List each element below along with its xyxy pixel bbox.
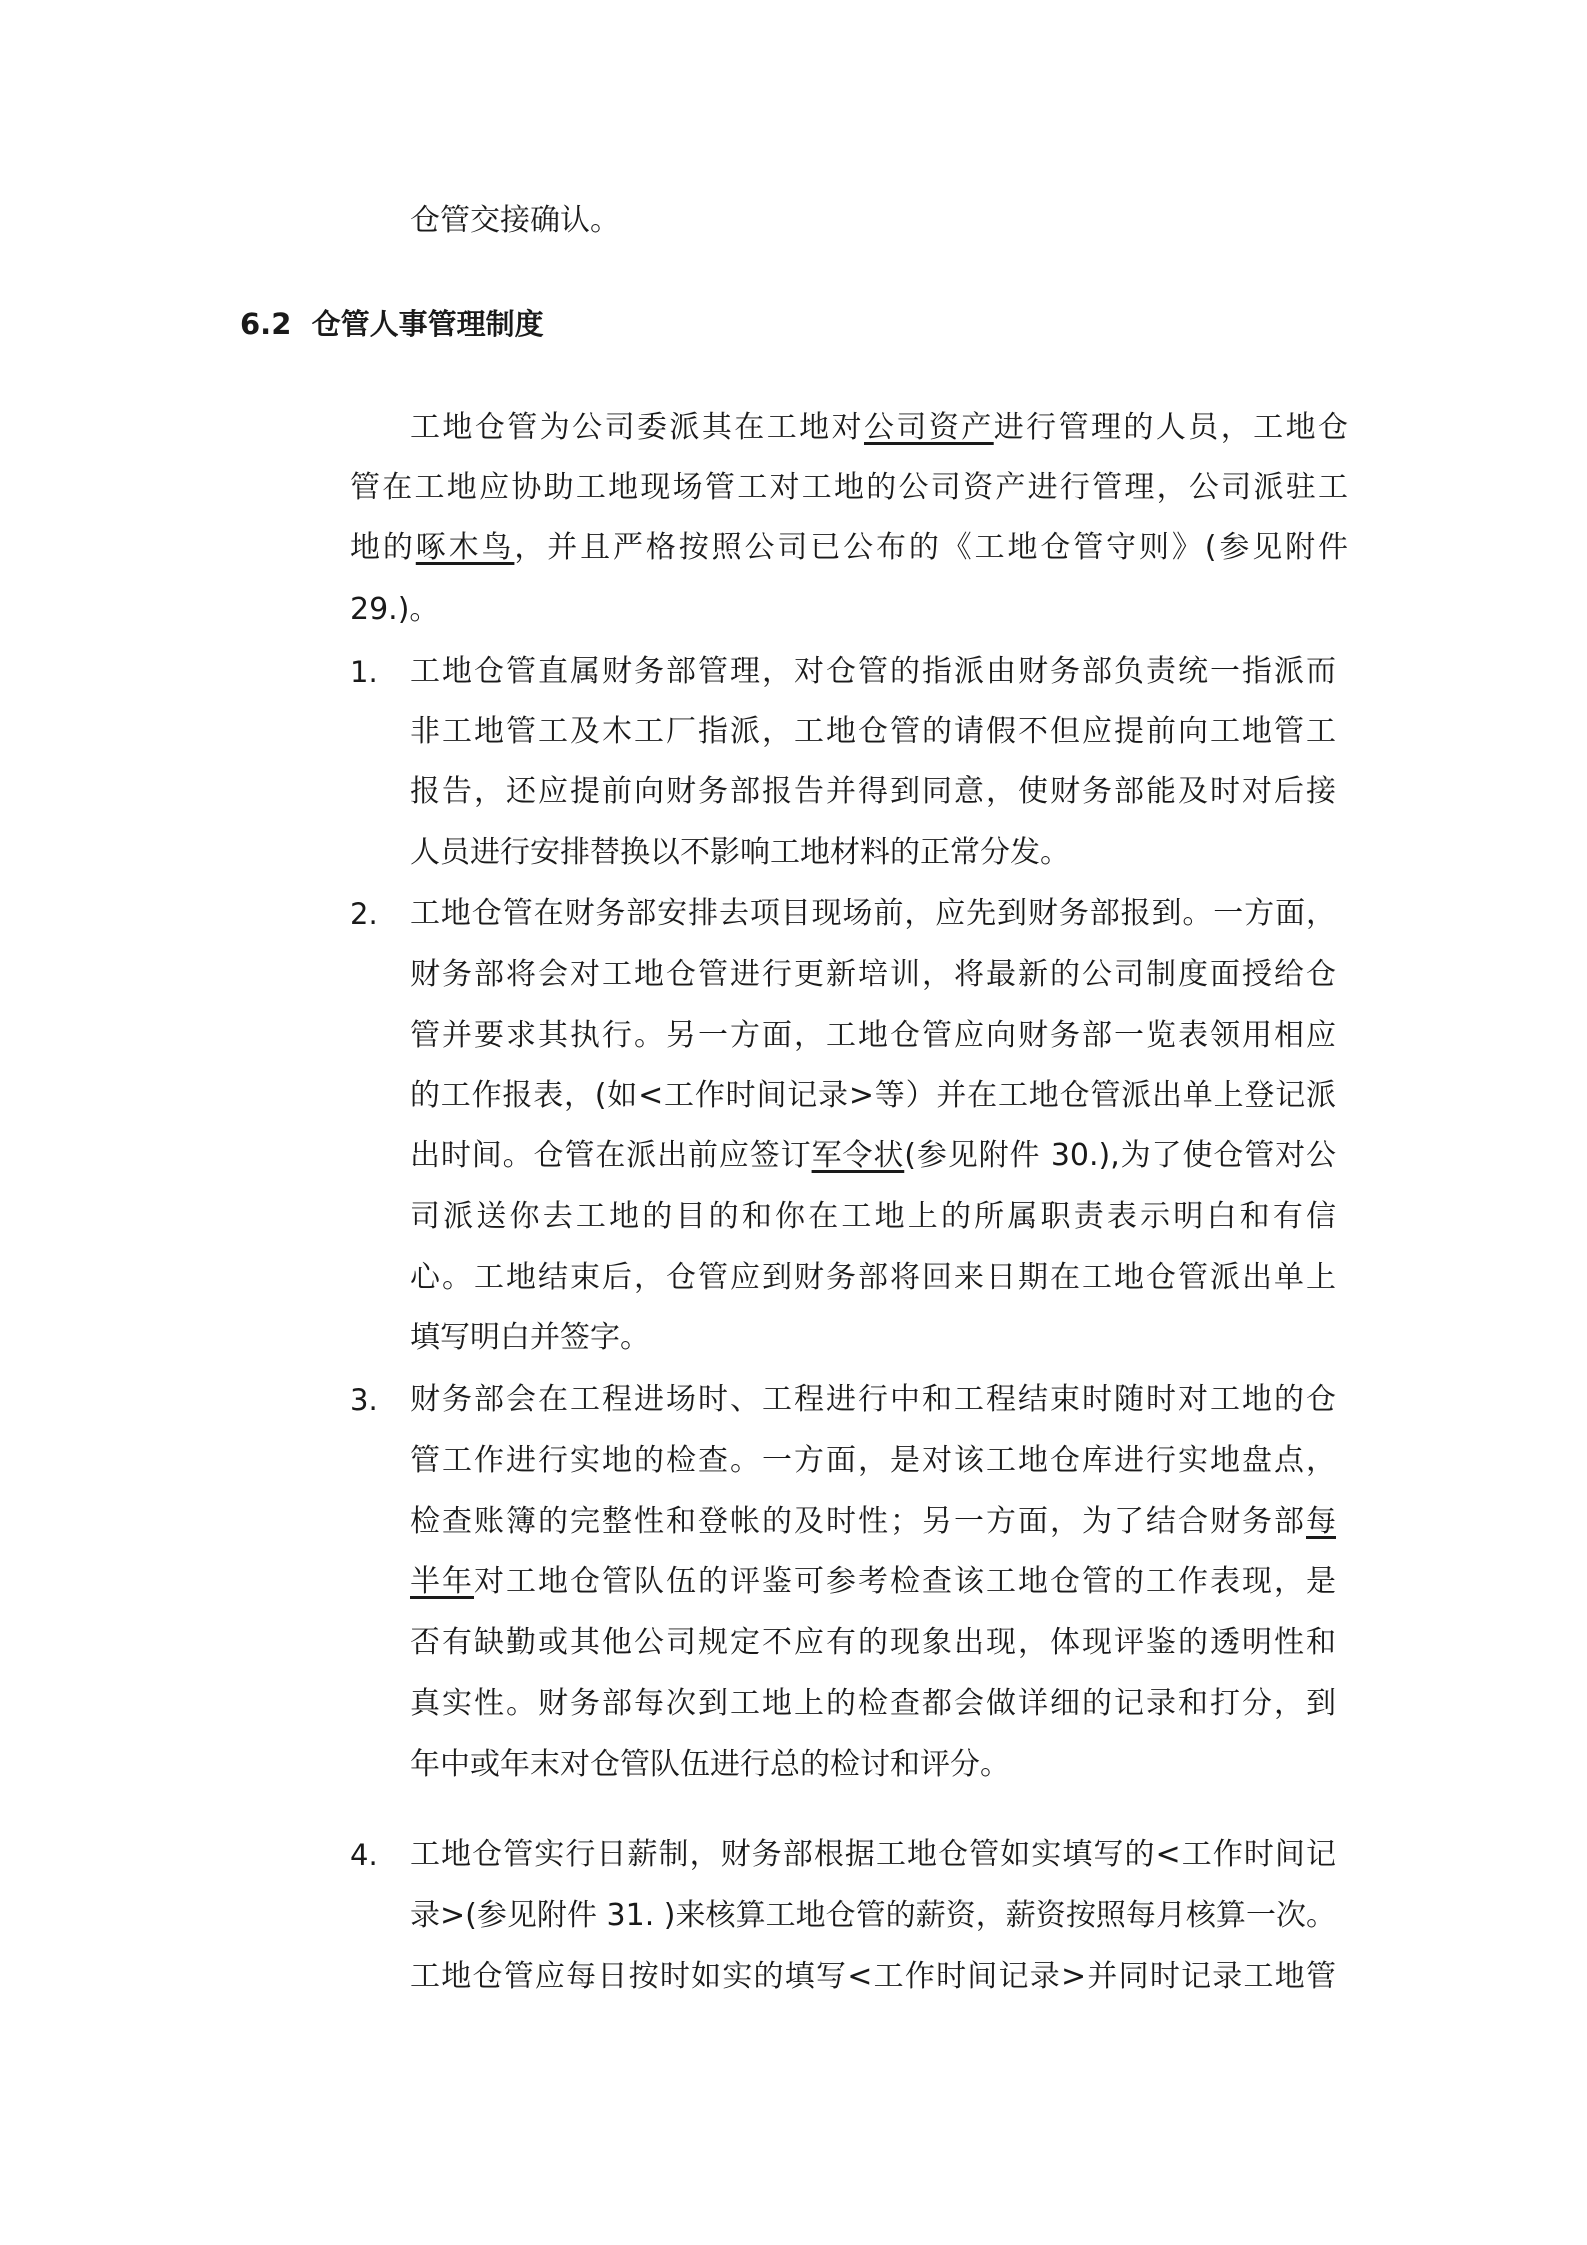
item-3-line-1: 财务部会在工程进场时、工程进行中和工程结束时随时对工地的仓: [410, 1382, 1336, 1417]
item-4-line-1: 工地仓管实行日薪制，财务部根据工地仓管如实填写的<工作时间记: [410, 1837, 1336, 1872]
item-2-line-6: 司派送你去工地的目的和你在工地上的所属职责表示明白和有信: [410, 1199, 1336, 1234]
item-4-line-3: 工地仓管应每日按时如实的填写<工作时间记录>并同时记录工地管: [410, 1959, 1336, 1994]
carryover-line: 仓管交接确认。: [410, 203, 620, 238]
item-1-line-3: 报告，还应提前向财务部报告并得到同意，使财务部能及时对后接: [410, 774, 1336, 809]
section-heading: [240, 304, 544, 344]
item-2-line-4: 的工作报表，(如<工作时间记录>等）并在工地仓管派出单上登记派: [410, 1078, 1336, 1113]
item-1-line-4: 人员进行安排替换以不影响工地材料的正常分发。: [410, 835, 1070, 870]
underlined-term: 每: [1306, 1504, 1336, 1539]
intro-line-4: 29.)。: [350, 592, 440, 627]
item-4-line-2: 录>(参见附件 31. )来核算工地仓管的薪资，薪资按照每月核算一次。: [410, 1898, 1336, 1933]
section-title: 仓管人事管理制度: [311, 307, 544, 341]
underlined-term: 公司资产: [864, 410, 994, 445]
item-3-line-6: 真实性。财务部每次到工地上的检查都会做详细的记录和打分，到: [410, 1686, 1336, 1721]
intro-line-3: 地的啄木鸟，并且严格按照公司已公布的《工地仓管守则》(参见附件: [350, 530, 1349, 565]
item-3-line-2: 管工作进行实地的检查。一方面，是对该工地仓库进行实地盘点，: [410, 1443, 1336, 1478]
item-2-line-1: 工地仓管在财务部安排去项目现场前，应先到财务部报到。一方面，: [410, 896, 1336, 931]
item-2-line-2: 财务部将会对工地仓管进行更新培训，将最新的公司制度面授给仓: [410, 957, 1336, 992]
underlined-term: 军令状: [811, 1138, 905, 1173]
item-2-line-8: 填写明白并签字。: [410, 1320, 650, 1355]
intro-line-1: 工地仓管为公司委派其在工地对公司资产进行管理的人员，工地仓: [410, 410, 1349, 445]
item-number: 1.: [350, 655, 378, 689]
item-3-line-5: 否有缺勤或其他公司规定不应有的现象出现，体现评鉴的透明性和: [410, 1625, 1336, 1660]
section-number: 6.2: [240, 307, 292, 341]
item-1-line-2: 非工地管工及木工厂指派，工地仓管的请假不但应提前向工地管工: [410, 714, 1336, 749]
item-2-line-3: 管并要求其执行。另一方面，工地仓管应向财务部一览表领用相应: [410, 1018, 1336, 1053]
item-3-line-7: 年中或年末对仓管队伍进行总的检讨和评分。: [410, 1747, 1010, 1782]
item-2-line-7: 心。工地结束后，仓管应到财务部将回来日期在工地仓管派出单上: [410, 1260, 1336, 1295]
item-number: 3.: [350, 1383, 378, 1417]
item-number: 2.: [350, 897, 378, 931]
underlined-term: 半年: [410, 1564, 474, 1599]
item-3-line-3: 检查账簿的完整性和登帐的及时性；另一方面，为了结合财务部每: [410, 1504, 1336, 1539]
item-3-line-4: 半年对工地仓管队伍的评鉴可参考检查该工地仓管的工作表现，是: [410, 1564, 1336, 1599]
intro-line-2: 管在工地应协助工地现场管工对工地的公司资产进行管理，公司派驻工: [350, 470, 1348, 505]
item-2-line-5: 出时间。仓管在派出前应签订军令状(参见附件 30.),为了使仓管对公: [410, 1138, 1337, 1173]
item-number: 4.: [350, 1838, 378, 1872]
underlined-term: 啄木鸟: [415, 530, 515, 565]
item-1-line-1: 工地仓管直属财务部管理，对仓管的指派由财务部负责统一指派而: [410, 654, 1336, 689]
